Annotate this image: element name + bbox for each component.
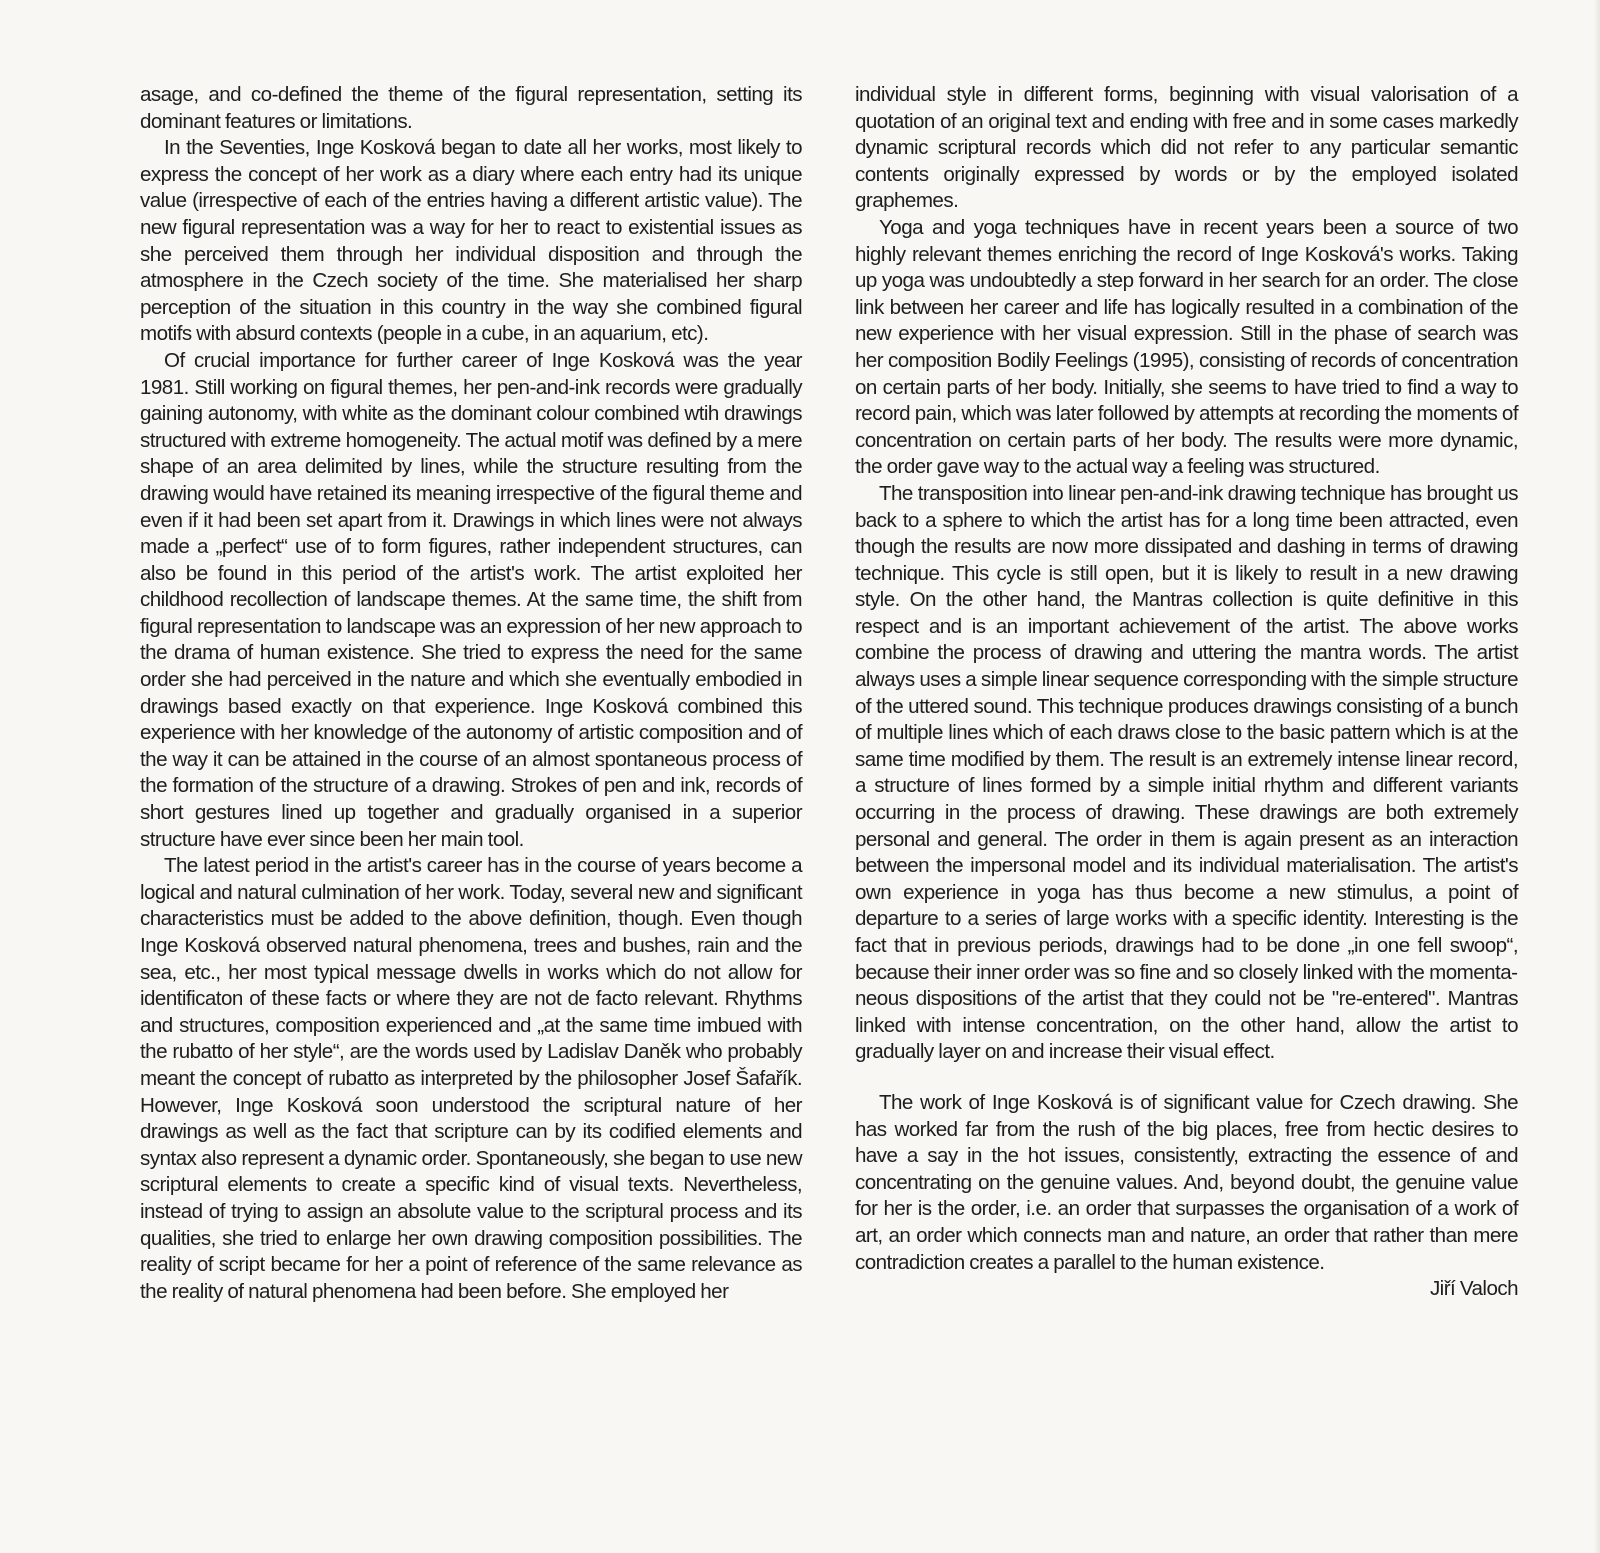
paragraph: Of crucial importance for further career of Inge Kosková was the year 1981. Still working on figural themes, her pen-and-ink records were gradually gaining autonomy, with white as the dominant colour combined wtih drawings structured with extreme homogeneity. The actual motif was defined by a mere shape of an area delimited by lines, while the structure resulting from the drawing would have retained its meaning irrespective of the figural theme and even if it had been set apart from it. Drawings in which lines were not always made a „perfect“ use of to form figures, rather independent structures, can also be found in this period of the artist's work. The artist exploited her childhood recollection of landscape themes. At the same time, the shift from figural representation to landscape was an expression of her new approach to the drama of human existence. She tried to express the need for the same order she had perceived in the nature and which she eventually embodied in drawings based exactly on that experience. Inge Kosková combined this experience with her knowledge of the autonomy of artistic composition and of the way it can be attained in the course of an almost spontaneous process of the formation of the structure of a drawing. Strokes of pen and ink, records of short gestures lined up together and gradually organised in a superior structure have ever since been her main tool.	[140, 348, 802, 851]
paragraph: individual style in different forms, beginning with visual valorisation of a quotation of an original text and ending with free and in some cases markedly dynamic scriptural records which did not refer to any particular semantic contents originally expressed by words or by the employed isolated graphemes.	[855, 83, 1518, 213]
author-signature: Jiří Valoch	[1429, 1277, 1518, 1301]
paragraph: The latest period in the artist's career has in the course of years become a logical and natural culmination of her work. Today, several new and significant characteristics must be added to the above definition, though. Even though Inge Kosková observed natural phenomena, trees and bushes, rain and the sea, etc., her most typical message dwells in works which do not allow for identificaton of these facts or where they are not de facto relevant. Rhythms and structures, composition experienced and „at the same time imbued with the rubatto of her style“, are the words used by Ladislav Daněk who probably meant the concept of rubatto as interpreted by the philosopher Josef Šafařík. However, Inge Kosková soon understood the scriptural nature of her drawings as well as the fact that scripture can by its codified elements and syntax also represent a dynamic order. Spontaneously, she began to use new scriptural elements to create a specific kind of visual texts. Nevertheless, instead of trying to assign an absolute value to the scriptural process and its qualities, she tried to enlarge her own drawing composition possibilities. The reality of script became for her a point of reference of the same relevance as the reality of natural phenomena had been before. She employed her	[140, 854, 802, 1303]
text-column-left	[140, 82, 802, 1305]
paragraph: The transposition into linear pen-and-ink drawing technique has brought us back to a sphere to which the artist has for a long time been attracted, even though the results are now more dissipated and dashing in terms of drawing technique. This cycle is still open, but it is likely to result in a new drawing style. On the other hand, the Mantras collection is quite definitive in this respect and is an important achievement of the artist. The above works combine the process of drawing and uttering the mantra words. The artist always uses a simple linear sequence corresponding with the simple structure of the uttered sound. This technique produces drawings consisting of a bunch of multiple lines which of each draws close to the basic pattern which is at the same time modified by them. The result is an extremely intense linear record, a structure of lines formed by a simple initial rhythm and different variants occurring in the process of drawing. These drawings are both extremely personal and general. The order in them is again present as an interaction between the impersonal model and its individual materialisation. The artist's own experience in yoga has thus become a new stimulus, a point of departure to a series of large works with a specific identity. Interesting is the fact that in previous periods, drawings had to be done „in one fell swoop“, because their inner order was so fine and so closely linked with the momentaneous dispositions of the artist that they could not be "re-entered". Mantras linked with intense concentration, on the other hand, allow the artist to gradually layer on and increase their visual effect.	[855, 481, 1518, 1064]
text-column-right	[855, 82, 1518, 1303]
paragraph: asage, and co-defined the theme of the figural representation, setting its dominant features or limitations.	[140, 83, 802, 133]
paragraph: In the Seventies, Inge Kosková began to date all her works, most likely to express the concept of her work as a diary where each entry had its unique value (irrespective of each of the entries having a different artistic value). The new figural representation was a way for her to react to existential issues as she perceived them through her individual disposition and through the atmosphere in the Czech society of the time. She materialised her sharp perception of the situation in this country in the way she combined figural motifs with absurd contexts (people in a cube, in an aquarium, etc).	[140, 136, 802, 346]
page-edge-shadow	[1594, 0, 1600, 1553]
paragraph: Yoga and yoga techniques have in recent years been a source of two highly relevant themes enriching the record of Inge Kosková's works. Taking up yoga was undoubtedly a step forward in her search for an order. The close link between her career and life has logically resulted in a combination of the new experience with her visual expression. Still in the phase of search was her composition Bodily Feelings (1995), consisting of records of concentration on certain parts of her body. Initially, she seems to have tried to find a way to record pain, which was later followed by attempts at recording the moments of concentration on certain parts of her body. The results were more dynamic, the order gave way to the actual way a feeling was structured.	[855, 215, 1518, 479]
paragraph: The work of Inge Kosková is of significant value for Czech drawing. She has worked far from the rush of the big places, free from hectic desires to have a say in the hot issues, consistently, extracting the essence of and concentrating on the genuine values. And, beyond doubt, the genuine value for her is the order, i.e. an order that surpasses the organisation of a work of art, an order which connects man and nature, an order that rather than mere contradiction creates a parallel to the human existence.	[855, 1090, 1518, 1274]
